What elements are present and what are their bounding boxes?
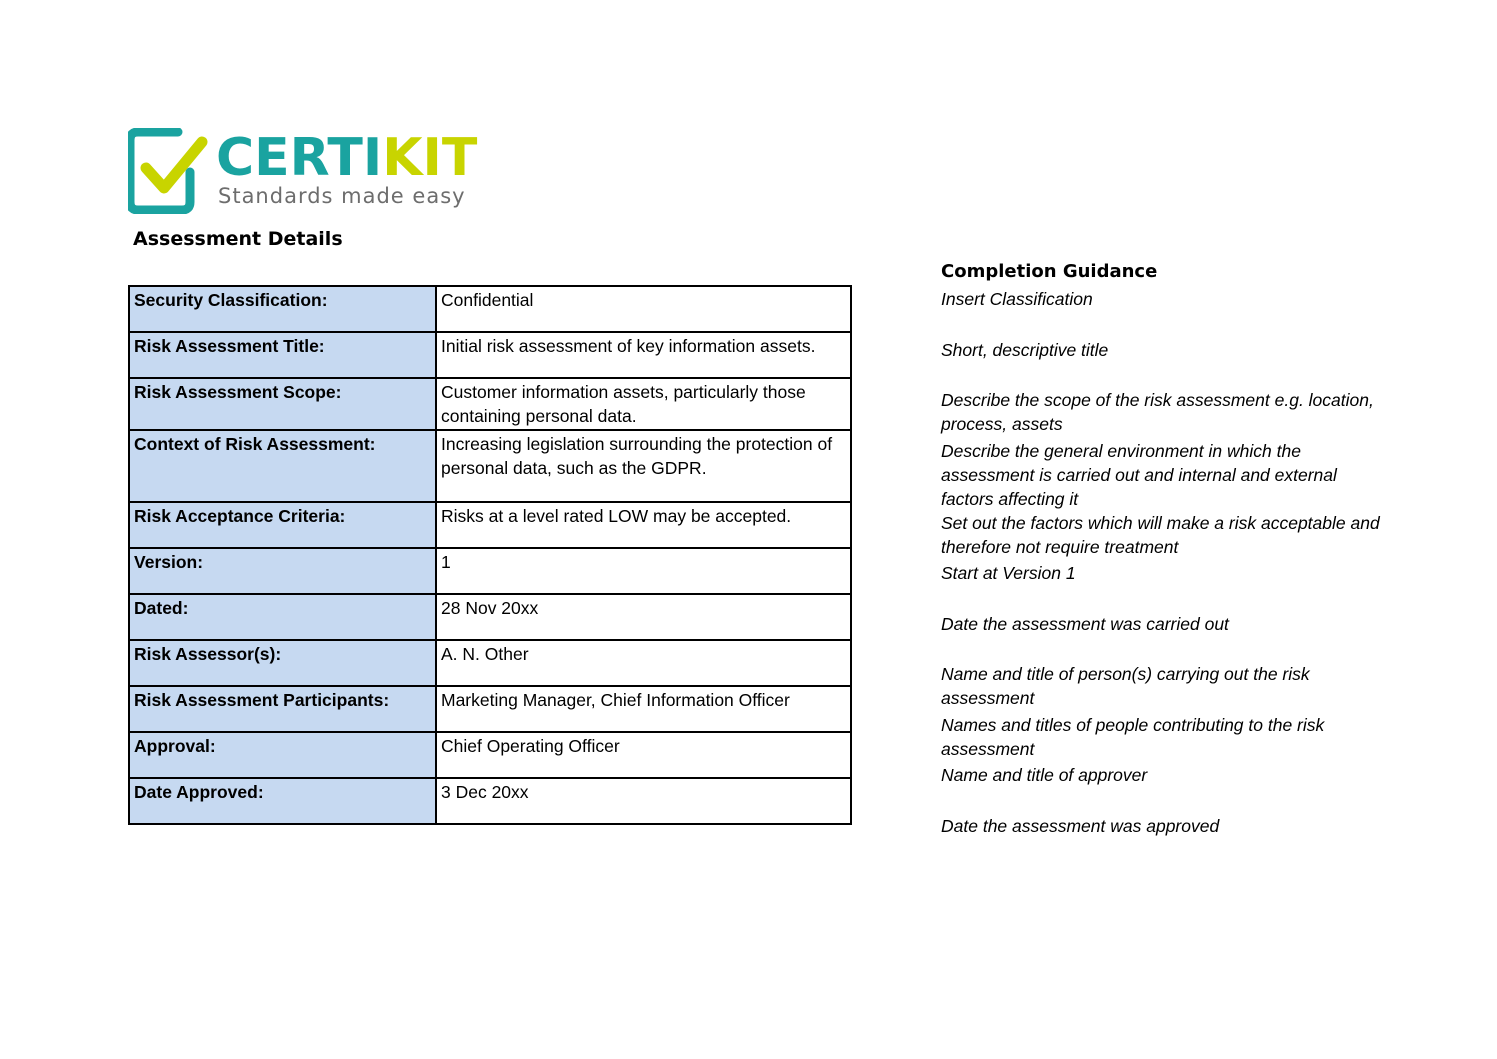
row-value: 28 Nov 20xx — [436, 594, 851, 640]
certikit-logo — [128, 128, 478, 214]
table-row — [129, 732, 851, 778]
guidance-text: Names and titles of people contributing to the risk assessment — [941, 715, 1325, 759]
guidance-text: Start at Version 1 — [941, 563, 1076, 583]
guidance-text: Name and title of person(s) carrying out the risk assessment — [941, 664, 1310, 708]
table-row — [129, 548, 851, 594]
table-row — [129, 686, 851, 732]
row-label: Risk Assessment Participants: — [129, 686, 436, 732]
row-value: A. N. Other — [436, 640, 851, 686]
table-row — [129, 286, 851, 332]
logo-wordmark — [216, 128, 477, 188]
row-label: Version: — [129, 548, 436, 594]
row-label: Risk Acceptance Criteria: — [129, 502, 436, 548]
logo-word-part2: KIT — [382, 128, 478, 188]
row-value: Confidential — [436, 286, 851, 332]
row-label: Approval: — [129, 732, 436, 778]
guidance-text: Describe the general environment in which the assessment is carried out and internal and external factors affecting it — [941, 441, 1337, 509]
guidance-text: Name and title of approver — [941, 765, 1148, 785]
row-value: 3 Dec 20xx — [436, 778, 851, 824]
row-value: 1 — [436, 548, 851, 594]
row-label: Risk Assessment Scope: — [129, 378, 436, 430]
logo-tagline: Standards made easy — [218, 184, 466, 208]
row-value: Chief Operating Officer — [436, 732, 851, 778]
row-value: Increasing legislation surrounding the protection of personal data, such as the GDPR. — [436, 430, 851, 502]
guidance-text: Describe the scope of the risk assessment e.g. location, process, assets — [941, 390, 1374, 434]
checkbox-check-icon — [128, 128, 208, 214]
guidance-text: Short, descriptive title — [941, 340, 1109, 360]
row-value: Initial risk assessment of key information assets. — [436, 332, 851, 378]
row-label: Security Classification: — [129, 286, 436, 332]
table-row — [129, 640, 851, 686]
table-row — [129, 502, 851, 548]
section-title: Assessment Details — [133, 228, 343, 250]
table-row — [129, 594, 851, 640]
guidance-text: Date the assessment was approved — [941, 816, 1220, 836]
table-row — [129, 378, 851, 430]
table-row — [129, 332, 851, 378]
row-label: Risk Assessment Title: — [129, 332, 436, 378]
row-label: Dated: — [129, 594, 436, 640]
guidance-text: Set out the factors which will make a risk acceptable and therefore not require treatment — [941, 513, 1380, 557]
row-value: Marketing Manager, Chief Information Officer — [436, 686, 851, 732]
logo-word-part1: CERTI — [216, 128, 383, 188]
row-label: Risk Assessor(s): — [129, 640, 436, 686]
row-label: Context of Risk Assessment: — [129, 430, 436, 502]
guidance-text: Insert Classification — [941, 289, 1093, 309]
row-value: Risks at a level rated LOW may be accepted. — [436, 502, 851, 548]
row-value: Customer information assets, particularly those containing personal data. — [436, 378, 851, 430]
guidance-title: Completion Guidance — [941, 261, 1158, 282]
row-label: Date Approved: — [129, 778, 436, 824]
assessment-details-table — [128, 285, 852, 825]
guidance-text: Date the assessment was carried out — [941, 614, 1229, 634]
table-row — [129, 430, 851, 502]
table-row — [129, 778, 851, 824]
